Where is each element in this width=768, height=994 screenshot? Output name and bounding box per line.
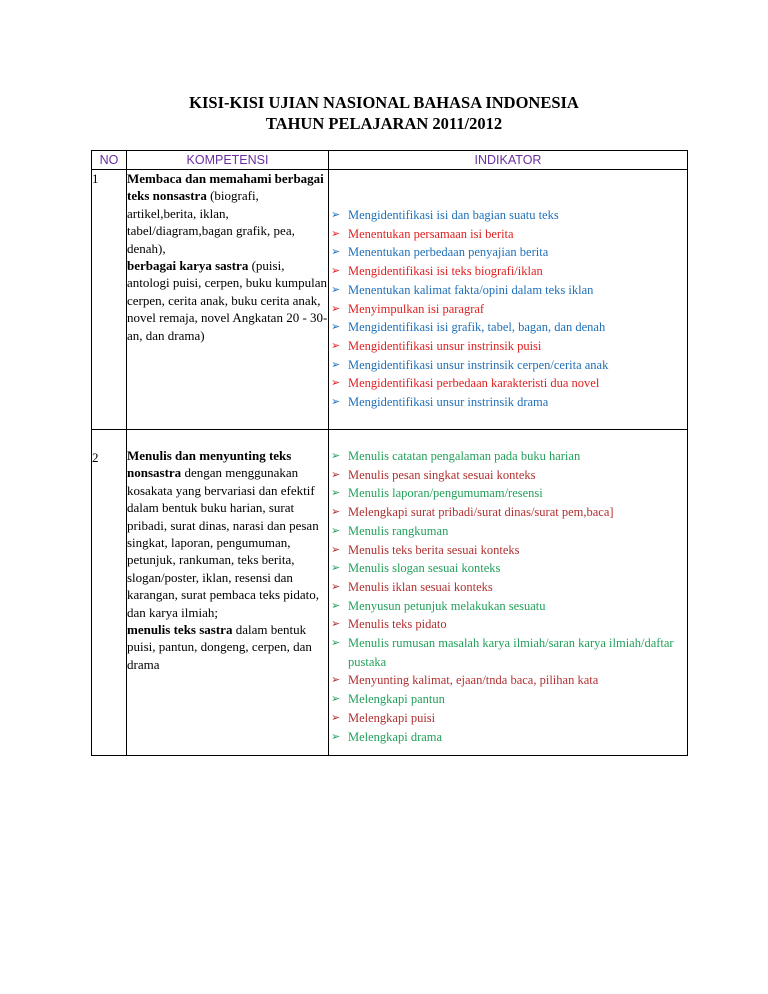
indikator-text: Mengidentifikasi unsur instrinsik puisi [348, 338, 542, 353]
indikator-item [329, 393, 687, 412]
indikator-item [329, 597, 687, 616]
arrow-bullet-icon: ➢ [331, 730, 341, 743]
indikator-item [329, 671, 687, 690]
indikator-text: Menyunting kalimat, ejaan/tnda baca, pilihan kata [348, 673, 599, 688]
kompetensi-text [127, 170, 328, 344]
indikator-item [329, 466, 687, 485]
kompetensi-heading: Menulis dan menyunting teks nonsastra [127, 448, 292, 481]
indikator-item [329, 578, 687, 597]
indikator-text: Mengidentifikasi unsur instrinsik drama [348, 395, 549, 410]
indikator-text: Melengkapi pantun [348, 692, 445, 707]
arrow-bullet-icon: ➢ [331, 209, 341, 221]
indikator-text: Menyusun petunjuk melakukan sesuatu [348, 598, 546, 613]
arrow-bullet-icon: ➢ [331, 674, 341, 687]
arrow-bullet-icon: ➢ [331, 524, 341, 537]
arrow-bullet-icon: ➢ [331, 506, 341, 519]
kompetensi-heading: menulis teks sastra [127, 622, 233, 638]
arrow-bullet-icon: ➢ [331, 450, 341, 462]
kompetensi-description: (puisi, antologi puisi, cerpen, buku kumpulan cerpen, cerita anak, buku cerita anak, novel remaja, novel Angkatan 20 - 30-an, dan drama) [127, 258, 328, 343]
indikator-item [329, 281, 687, 300]
arrow-bullet-icon: ➢ [331, 618, 341, 631]
document-title: KISI-KISI UJIAN NASIONAL BAHASA INDONESIA [189, 93, 579, 112]
indikator-text: Mengidentifikasi isi dan bagian suatu teks [348, 208, 559, 222]
indikator-text: Menulis teks berita sesuai konteks [348, 542, 520, 557]
row-number: 2 [92, 430, 127, 756]
indikator-text: Menentukan perbedaan penyajian berita [348, 245, 549, 260]
arrow-bullet-icon: ➢ [331, 468, 341, 481]
indikator-item [329, 615, 687, 634]
indikator-item [329, 447, 687, 466]
header-indikator: INDIKATOR [329, 151, 688, 170]
indikator-item [329, 337, 687, 356]
arrow-bullet-icon: ➢ [331, 543, 341, 556]
indikator-text: Menulis pesan singkat sesuai konteks [348, 467, 536, 482]
indikator-text: Menulis rumusan masalah karya ilmiah/saran karya ilmiah/daftar pustaka [348, 636, 674, 669]
indikator-item [329, 243, 687, 262]
indikator-text: Menulis iklan sesuai konteks [348, 579, 493, 594]
table-row [92, 170, 688, 430]
arrow-bullet-icon: ➢ [331, 227, 341, 240]
indikator-item [329, 559, 687, 578]
indikator-text: Menulis rangkuman [348, 523, 449, 538]
indikator-item [329, 356, 687, 375]
indikator-item [329, 484, 687, 503]
kompetensi-text [127, 447, 328, 673]
indikator-text: Melengkapi drama [348, 729, 443, 744]
indikator-item [329, 374, 687, 393]
arrow-bullet-icon: ➢ [331, 396, 341, 409]
kisi-kisi-table [91, 150, 688, 756]
arrow-bullet-icon: ➢ [331, 283, 341, 296]
indikator-text: Mengidentifikasi isi grafik, tabel, bagan, dan denah [348, 320, 606, 335]
indikator-item [329, 262, 687, 281]
indikator-list [329, 447, 687, 746]
kompetensi-heading: berbagai karya sastra [127, 258, 249, 274]
indikator-text: Menulis laporan/pengumumam/resensi [348, 486, 543, 501]
indikator-text: Menulis teks pidato [348, 617, 447, 632]
kompetensi-cell [127, 430, 329, 756]
indikator-text: Mengidentifikasi isi teks biografi/iklan [348, 264, 543, 279]
arrow-bullet-icon: ➢ [331, 265, 341, 278]
arrow-bullet-icon: ➢ [331, 487, 341, 500]
indikator-text: Menentukan persamaan isi berita [348, 226, 514, 241]
arrow-bullet-icon: ➢ [331, 246, 341, 259]
indikator-text: Menulis catatan pengalaman pada buku harian [348, 449, 581, 463]
indikator-list [329, 206, 687, 412]
indikator-item [329, 541, 687, 560]
arrow-bullet-icon: ➢ [331, 358, 341, 371]
indikator-text: Melengkapi surat pribadi/surat dinas/surat pem,baca] [348, 505, 614, 520]
kompetensi-heading: Membaca dan memahami berbagai teks nonsastra [127, 171, 324, 204]
indikator-item [329, 709, 687, 728]
table-header-row [92, 151, 688, 170]
kompetensi-description: dalam bentuk puisi, pantun, dongeng, cerpen, dan drama [127, 622, 312, 672]
indikator-item [329, 522, 687, 541]
header-no: NO [92, 151, 127, 170]
indikator-item [329, 300, 687, 319]
indikator-text: Menulis slogan sesuai konteks [348, 561, 501, 576]
arrow-bullet-icon: ➢ [331, 377, 341, 390]
document-subtitle: TAHUN PELAJARAN 2011/2012 [265, 114, 503, 133]
arrow-bullet-icon: ➢ [331, 693, 341, 706]
header-kompetensi: KOMPETENSI [127, 151, 329, 170]
arrow-bullet-icon: ➢ [331, 302, 341, 315]
row-number: 1 [92, 170, 127, 430]
indikator-item [329, 634, 687, 671]
indikator-item [329, 318, 687, 337]
indikator-cell [329, 430, 688, 756]
indikator-text: Melengkapi puisi [348, 710, 436, 725]
indikator-text: Mengidentifikasi perbedaan karakteristi dua novel [348, 376, 600, 391]
indikator-text: Menyimpulkan isi paragraf [348, 301, 485, 316]
arrow-bullet-icon: ➢ [331, 562, 341, 575]
indikator-item [329, 728, 687, 747]
arrow-bullet-icon: ➢ [331, 321, 341, 334]
arrow-bullet-icon: ➢ [331, 637, 341, 650]
arrow-bullet-icon: ➢ [331, 599, 341, 612]
arrow-bullet-icon: ➢ [331, 339, 341, 352]
arrow-bullet-icon: ➢ [331, 711, 341, 724]
indikator-item [329, 206, 687, 225]
kompetensi-cell [127, 170, 329, 430]
indikator-text: Menentukan kalimat fakta/opini dalam teks iklan [348, 282, 594, 297]
table-row [92, 430, 688, 756]
indikator-item [329, 503, 687, 522]
kompetensi-description: (biografi, artikel,berita, iklan, tabel/diagram,bagan grafik, pea, denah), [127, 188, 295, 256]
arrow-bullet-icon: ➢ [331, 580, 341, 593]
indikator-text: Mengidentifikasi unsur instrinsik cerpen/cerita anak [348, 357, 609, 372]
indikator-item [329, 225, 687, 244]
indikator-item [329, 690, 687, 709]
kompetensi-description: dengan menggunakan kosakata yang bervariasi dan efektif dalam bentuk buku harian, surat pribadi, surat dinas, narasi dan pesan singkat, laporan, pengumuman, petunjuk, rankuman, teks berita, slogan/poster, iklan, resensi dan karangan, surat pembaca teks pidato, dan karya ilmiah; [127, 465, 320, 620]
indikator-cell [329, 170, 688, 430]
